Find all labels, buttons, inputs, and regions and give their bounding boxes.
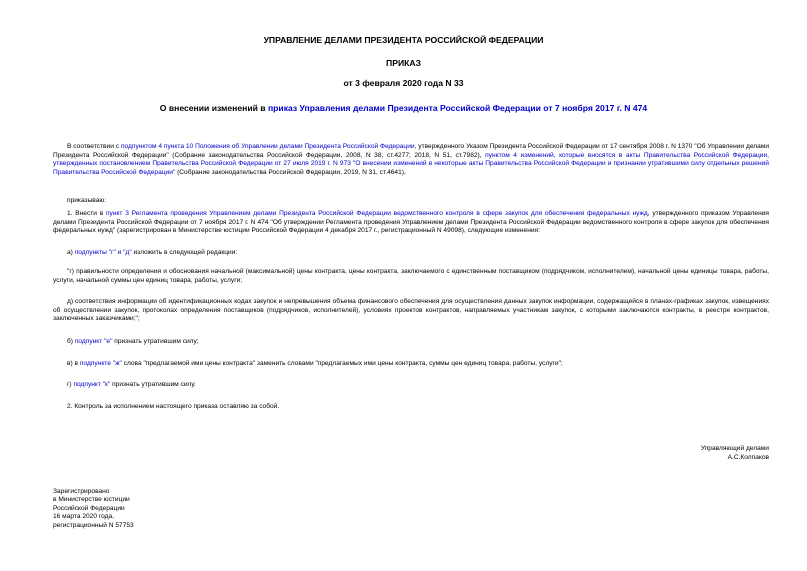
registration-line-1: Зарегистрировано <box>53 488 110 495</box>
item-1-text-2: , утвержденного приказом Управления делами Президента Российской Федерации от 7 ноября 2017 г. N 474 "Об утверждении Регламента проведения Управлением делами Президента Российской Федерации ведомственного контроля в сфере закупок для обеспечения федеральных нужд" (зарегистрирован в Министерстве юстиции Российской Федерации 4 декабря 2017 г., регистрационный N 49098), следующие изменения: <box>53 210 769 235</box>
subitem-gg-text-2: признать утратившим силу. <box>110 381 196 388</box>
subitem-g-paragraph: "г) правильности определения и обоснования начальной (максимальной) цены контракта, цены контракта, заключаемого с единственным поставщиком (подрядчиком, исполнителем), начальной цены единицы товара, работы, услуги, начальной суммы цен единиц товара, работы, услуги; <box>53 268 769 284</box>
subitem-v-text-2: слова "предлагаемой ими цены контракта" заменить словами "предлагаемых ими цены контракта, суммы цен единиц товара, работы, услуги"; <box>121 360 563 367</box>
subitem-gg-link[interactable]: подпункт "к" <box>73 381 111 388</box>
registration-line-2: в Министерстве юстиции <box>53 496 130 503</box>
subitem-a <box>67 249 237 258</box>
subitem-b-text-1: б) <box>67 338 75 345</box>
document-title <box>0 103 807 114</box>
title-prefix: О внесении изменений в <box>159 103 268 113</box>
subitem-v <box>67 360 563 369</box>
item-1-text-1: 1. Внести в <box>67 210 106 217</box>
subitem-a-link[interactable]: подпункты "г" и "д" <box>74 249 132 256</box>
signature-name: А.С.Колпаков <box>727 454 769 461</box>
subitem-b-text-2: признать утратившим силу; <box>112 338 199 345</box>
subitem-v-link[interactable]: подпункте "ж" <box>79 360 122 367</box>
item-2-paragraph: 2. Контроль за исполнением настоящего приказа оставляю за собой. <box>67 403 280 410</box>
item-1-paragraph <box>53 210 769 236</box>
title-link[interactable]: приказ Управления делами Президента Российской Федерации от 7 ноября 2017 г. N 474 <box>267 103 648 113</box>
preamble-text-2: , утвержденного Указом Президента Российской Федерации от 17 сентября 2008 г. N 1370 "Об Управлении делами Президента Российской Федерации" (Собрание законодательства Российской Федерации, 2008, N 38, ст.4277; 2018, N 51, ст.7982), <box>53 143 769 159</box>
date-number-heading: от 3 февраля 2020 года N 33 <box>343 78 464 88</box>
order-word: приказываю: <box>67 197 107 204</box>
registration-line-4: 16 марта 2020 года, <box>53 513 114 520</box>
document-type-heading: ПРИКАЗ <box>386 58 421 68</box>
organization-heading: УПРАВЛЕНИЕ ДЕЛАМИ ПРЕЗИДЕНТА РОССИЙСКОЙ ФЕДЕРАЦИИ <box>263 35 544 45</box>
registration-line-3: Российской Федерации <box>53 505 125 512</box>
preamble-link-1[interactable]: подпунктом 4 пункта 10 Положения об Управлении делами Президента Российской Федерации <box>120 143 415 150</box>
item-1-link[interactable]: пункт 3 Регламента проведения Управлением делами Президента Российской Федерации ведомственного контроля в сфере закупок для обеспечения федеральных нужд <box>105 210 648 217</box>
subitem-gg <box>67 381 196 390</box>
preamble-paragraph <box>53 143 769 177</box>
subitem-b-link[interactable]: подпункт "е" <box>74 338 113 345</box>
subitem-a-text-2: изложить в следующей редакции: <box>131 249 238 256</box>
signature-position: Управляющий делами <box>700 445 769 452</box>
registration-line-5: регистрационный N 57753 <box>53 522 134 529</box>
preamble-text-3: (Собрание законодательства Российской Федерации, 2019, N 31, ст.4641), <box>175 168 406 176</box>
subitem-d-paragraph: д) соответствия информации об идентификационных кодах закупок и непревышения объема финансового обеспечения для осуществления данных закупок информации, содержащейся в планах-графиках закупок, извещениях об осуществлении закупок, протоколах определения поставщиков (подрядчиков, исполнителей), условиях проектов контрактов, направляемых участникам закупок, с которыми заключаются контракты, в реестре контрактов, заключенных заказчиками;"; <box>53 298 769 323</box>
preamble-text-1: В соответствии с <box>67 143 121 150</box>
subitem-b <box>67 338 199 347</box>
subitem-a-text-1: а) <box>67 249 75 256</box>
subitem-gg-text-1: г) <box>67 381 74 388</box>
subitem-v-text-1: в) в <box>67 360 80 367</box>
preamble-link-2[interactable]: пунктом 4 изменений, которые вносятся в акты Правительства Российской Федерации, утвержденных постановлением Правительства Российской Федерации от 27 июля 2019 г. N 973 "О внесении изменений в некоторые акты Правительства Российской Федерации и признании утратившими силу отдельных решений Правительства Российской Федерации" <box>53 151 769 176</box>
